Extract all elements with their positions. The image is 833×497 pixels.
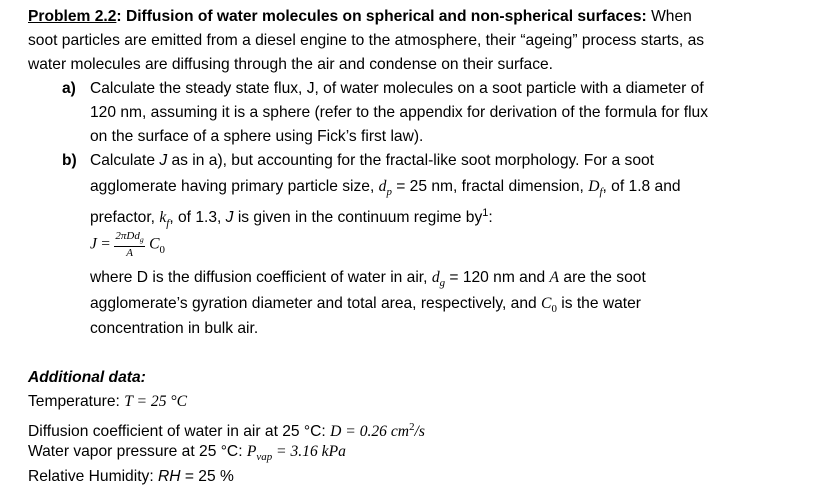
part-a-line-3: on the surface of a sphere using Fick’s first law).: [90, 128, 424, 145]
relative-humidity-line: Relative Humidity: RH = 25 %: [28, 468, 234, 485]
problem-intro-1: When: [651, 8, 692, 25]
vapor-pressure-line: Water vapor pressure at 25 °C: $P_{vap} = 3.16$ kPa: [28, 443, 346, 464]
problem-title: Diffusion of water molecules on spherical and non-spherical surfaces:: [125, 8, 647, 25]
temperature-line: Temperature: T = 25 °C: [28, 393, 188, 410]
part-a-line-1: Calculate the steady state flux, J, of water molecules on a soot particle with a diameter of: [90, 80, 704, 97]
part-a-marker: a): [62, 80, 76, 97]
part-b-line-3: prefactor, $k_f$, of 1.3, J is given in the continuum regime $by^1$:: [90, 207, 493, 230]
problem-label: Problem 2.2:: [28, 8, 126, 25]
equation-fraction: $\frac{2\pi Dd_g}{A}$: [115, 230, 144, 260]
problem-intro-line-2: soot particles are emitted from a diesel engine to the atmosphere, their “ageing” process starts, as: [28, 32, 705, 49]
additional-data-heading: Additional data:: [28, 369, 146, 386]
part-b-line-2: agglomerate having primary particle size, $d_p = 25$ nm, fractal dimension, $D_f$, of 1.8 and: [90, 178, 681, 199]
problem-intro-line-3: water molecules are diffusing through the air and condense on their surface.: [28, 56, 554, 73]
part-b-line-5: agglomerate’s gyration diameter and total area, respectively, and $C_0$ is the water: [90, 295, 641, 316]
flux-equation: J = $\frac{2\pi Dd_g}{A}$ $C_0$: [90, 230, 165, 260]
part-b-line-1: Calculate J as in a), but accounting for the fractal-like soot morphology. For a soot: [90, 152, 654, 169]
part-b-line-6: concentration in bulk air.: [90, 320, 259, 337]
part-b-marker: b): [62, 152, 77, 169]
diffusion-coefficient-line: Diffusion coefficient of water in air at 25 °C: D = 0.26 $cm^2/s$: [28, 421, 425, 441]
part-a-line-2: 120 nm, assuming it is a sphere (refer to the appendix for derivation of the formula for flux: [90, 104, 709, 121]
part-b-line-4: where D is the diffusion coefficient of water in air, $d_g = 120$ nm and A are the soot: [90, 269, 646, 290]
problem-heading-line: [28, 7, 692, 27]
